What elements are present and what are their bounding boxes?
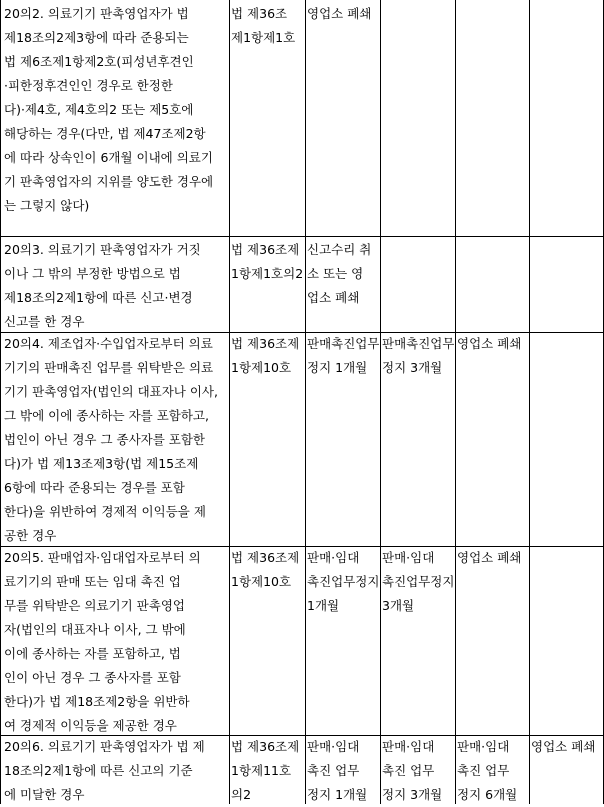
legal-basis-cell: 법 제36조 제1항제1호 [231, 6, 296, 45]
first-violation-cell: 판매·임대 촉진업무정지 1개월 [307, 550, 379, 613]
violation-item-cell: 20의5. 판매업자·임대업자로부터 의 료기기의 판매 또는 임대 촉진 업 무를 위탁받은 의료기기 판촉영업 자(법인의 대표자나 이사, 그 밖에 이에 종사하는 자를 포함하고, 법 인이 아닌 경우 그 종사자를 포함 한다)가 법 제18조제2항을 위반하 여 경제적 이익등을 제공한 경우 [4, 550, 201, 733]
violation-item-cell: 20의4. 제조업자·수입업자로부터 의료 기기의 판매촉진 업무를 위탁받은 의료 기기 판촉영업자(법인의 대표자나 이사, 그 밖에 이에 종사하는 자를 포함하고, 법인이 아닌 경우 그 종사자를 포함한 다)가 법 제13조제3항(법 제15조제 6항에 따라 준용되는 경우를 포함 한다)을 위반하여 경제적 이익등을 제 공한 경우 [4, 336, 218, 543]
first-violation-cell: 판매촉진업무 정지 1개월 [307, 336, 379, 375]
column-border [529, 0, 530, 804]
second-violation-cell: 판매·임대 촉진 업무 정지 3개월 [382, 739, 443, 802]
third-violation-cell: 영업소 폐쇄 [457, 550, 522, 565]
column-border [305, 0, 306, 804]
column-border [380, 0, 381, 804]
column-border [455, 0, 456, 804]
violation-item-cell: 20의3. 의료기기 판촉영업자가 거짓 이나 그 밖의 부정한 방법으로 법 제18조의2제1항에 따른 신고·변경 신고를 한 경우 [4, 242, 201, 329]
first-violation-cell: 신고수리 취 소 또는 영 업소 폐쇄 [307, 242, 372, 305]
legal-basis-cell: 법 제36조제 1항제10호 [231, 550, 300, 589]
third-violation-cell: 영업소 폐쇄 [457, 336, 522, 351]
first-violation-cell: 영업소 폐쇄 [307, 6, 372, 21]
second-violation-cell: 판매·임대 촉진업무정지 3개월 [382, 550, 454, 613]
first-violation-cell: 판매·임대 촉진 업무 정지 1개월 [307, 739, 368, 802]
second-violation-cell: 판매촉진업무 정지 3개월 [382, 336, 454, 375]
legal-basis-cell: 법 제36조제 1항제11호 의2 [231, 739, 300, 802]
legal-basis-cell: 법 제36조제 1항제1호의2 [231, 242, 304, 281]
violation-item-cell: 20의6. 의료기기 판촉영업자가 법 제 18조의2제1항에 따른 신고의 기준 에 미달한 경우 [4, 739, 205, 802]
violation-item-cell: 20의2. 의료기기 판촉영업자가 법 제18조의2제3항에 따라 준용되는 법 제6조제1항제2호(피성년후견인 ·피한정후견인인 경우로 한정한 다)·제4호, 제4호의2 또는 제5호에 해당하는 경우(다만, 법 제47조제2항 에 따라 상속인이 6개월 이내에 의료기 기 판촉영업자의 지위를 양도한 경우에 는 그렇지 않다) [4, 6, 214, 213]
third-violation-cell: 판매·임대 촉진 업무 정지 6개월 [457, 739, 518, 802]
fourth-violation-cell: 영업소 폐쇄 [531, 739, 596, 754]
row-border [0, 236, 604, 237]
legal-basis-cell: 법 제36조제 1항제10호 [231, 336, 300, 375]
column-border [229, 0, 230, 804]
column-border [0, 0, 1, 804]
